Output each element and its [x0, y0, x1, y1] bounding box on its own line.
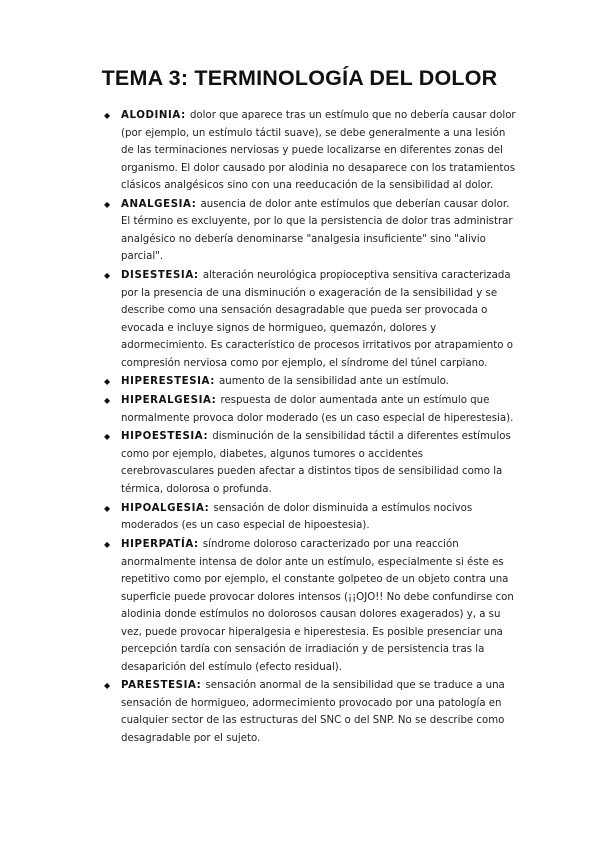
term-definition: sensación anormal de la sensibilidad que se traduce a una sensación de hormigueo, adormecimiento provocado por una patología en cualquier sector de las estructuras del SNC o del SNP. No se describe como desagradable por el sujeto.: [121, 680, 505, 744]
term-definition: aumento de la sensibilidad ante un estímulo.: [219, 376, 449, 388]
diamond-bullet-icon: ◆: [104, 681, 111, 691]
term-definition: ausencia de dolor ante estímulos que deberían causar dolor. El término es excluyente, por lo que la persistencia de dolor tras administrar analgésico no debería denominarse "analgesia insuficiente" sino "alivio parcial".: [121, 198, 513, 263]
term-name: HIPOESTESIA:: [121, 431, 213, 443]
list-item-disestesia: [104, 267, 516, 372]
term-name: DISESTESIA:: [121, 270, 203, 282]
term-definition: disminución de la sensibilidad táctil a diferentes estímulos como por ejemplo, diabetes, algunos tumores o accidentes cerebrovasculares pueden afectar a distintos tipos de sensibilidad como la térmica, dolorosa o profunda.: [121, 431, 511, 495]
term-name: ALODINIA:: [121, 110, 190, 121]
list-item-analgesia: [104, 196, 516, 266]
terminology-list: [104, 107, 516, 749]
list-item-hipoalgesia: [104, 500, 516, 535]
term-name: HIPERESTESIA:: [121, 376, 220, 388]
list-item-hiperpatia: [104, 536, 516, 676]
list-item-parestesia: [104, 677, 516, 747]
term-name: HIPERALGESIA:: [121, 395, 221, 407]
list-item-hiperestesia: [104, 373, 516, 391]
term-name: HIPERPATÍA:: [121, 539, 203, 551]
diamond-bullet-icon: ◆: [104, 271, 111, 281]
diamond-bullet-icon: ◆: [104, 503, 111, 513]
term-definition: sensación de dolor disminuida a estímulos nocivos moderados (es un caso especial de hipoestesia).: [121, 502, 473, 532]
diamond-bullet-icon: ◆: [104, 377, 111, 387]
term-name: HIPOALGESIA:: [121, 502, 214, 514]
term-definition: alteración neurológica propioceptiva sensitiva caracterizada por la presencia de una disminución o exageración de la sensibilidad y se describe como una sensación desagradable que pueda ser provocada o evocada e incluye signos de hormigueo, quemazón, dolores y adormecimiento. Es característico de procesos irritativos por atrapamiento o compresión nerviosa como por ejemplo, el síndrome del túnel carpiano.: [121, 270, 513, 369]
term-definition: respuesta de dolor aumentada ante un estímulo que normalmente provoca dolor moderado (es un caso especial de hiperestesia).: [121, 395, 514, 424]
term-definition: síndrome doloroso caracterizado por una reacción anormalmente intensa de dolor ante un estímulo, especialmente si éste es repetitivo como por ejemplo, el constante golpeteo de un objeto contra una superficie puede provocar dolores intensos (¡¡OJO!! No debe confundirse con alodinia donde estímulos no dolorosos causan dolores exagerados) y, a su vez, puede provocar hiperalgesia e hiperestesia. Es posible presenciar una percepción tardía con sensación de irradiación y de persistencia tras la desaparición del estímulo (efecto residual).: [121, 539, 514, 673]
diamond-bullet-icon: ◆: [104, 199, 111, 209]
list-item-hiperalgesia: [104, 392, 516, 427]
diamond-bullet-icon: ◆: [104, 396, 111, 406]
diamond-bullet-icon: ◆: [104, 111, 111, 120]
list-item-hipoestesia: [104, 428, 516, 498]
diamond-bullet-icon: ◆: [104, 540, 111, 550]
term-definition: dolor que aparece tras un estímulo que no debería causar dolor (por ejemplo, un estímulo táctil suave), se debe generalmente a una lesión de las terminaciones nerviosas y puede localizarse en diferentes zonas del organismo. El dolor causado por alodinia no desaparece con los tratamientos clásicos analgésicos sino con una reeducación de la sensibilidad al dolor.: [121, 110, 516, 191]
term-name: ANALGESIA:: [121, 198, 201, 210]
term-name: PARESTESIA:: [121, 680, 206, 692]
page-title: TEMA 3: TERMINOLOGÍA DEL DOLOR: [101, 66, 498, 90]
diamond-bullet-icon: ◆: [104, 432, 111, 442]
list-item-alodinia: [104, 107, 516, 195]
